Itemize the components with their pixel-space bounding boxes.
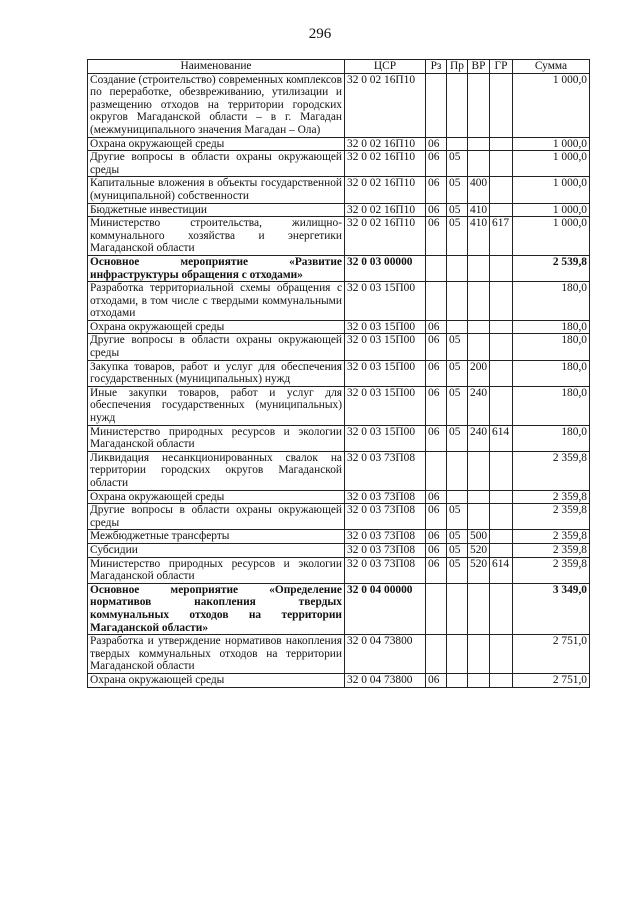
- cell-sum: 1 000,0: [513, 217, 590, 256]
- cell-sum: 2 751,0: [513, 673, 590, 687]
- table-row: [88, 137, 590, 151]
- cell-vr: [468, 282, 490, 321]
- cell-vr: 240: [468, 425, 490, 451]
- cell-name: Разработка и утверждение нормативов накопления твердых коммунальных отходов на территории Магаданской области: [88, 635, 345, 674]
- cell-gr: [490, 504, 513, 530]
- header-sum: Сумма: [513, 60, 590, 74]
- cell-name: Министерство природных ресурсов и экологии Магаданской области: [88, 425, 345, 451]
- cell-pr: [447, 583, 468, 634]
- cell-csr: 32 0 02 16П10: [345, 137, 426, 151]
- cell-pr: 05: [447, 504, 468, 530]
- cell-sum: 2 539,8: [513, 255, 590, 281]
- cell-vr: 500: [468, 530, 490, 544]
- cell-sum: 2 359,8: [513, 543, 590, 557]
- cell-pr: [447, 282, 468, 321]
- cell-name: Охрана окружающей среды: [88, 137, 345, 151]
- cell-vr: [468, 334, 490, 360]
- cell-sum: 2 359,8: [513, 530, 590, 544]
- cell-name: Субсидии: [88, 543, 345, 557]
- cell-pr: 05: [447, 334, 468, 360]
- header-vr: ВР: [468, 60, 490, 74]
- cell-gr: [490, 451, 513, 490]
- cell-vr: [468, 451, 490, 490]
- cell-csr: 32 0 03 73П08: [345, 490, 426, 504]
- header-csr: ЦСР: [345, 60, 426, 74]
- cell-gr: [490, 137, 513, 151]
- cell-pr: 05: [447, 177, 468, 203]
- cell-gr: [490, 530, 513, 544]
- cell-rz: 06: [426, 360, 447, 386]
- table-row: [88, 543, 590, 557]
- table-row: [88, 635, 590, 674]
- cell-csr: 32 0 03 73П08: [345, 451, 426, 490]
- cell-name: Другие вопросы в области охраны окружающей среды: [88, 151, 345, 177]
- header-name: Наименование: [88, 60, 345, 74]
- cell-vr: [468, 673, 490, 687]
- cell-name: Иные закупки товаров, работ и услуг для обеспечения государственных (муниципальных) нужд: [88, 386, 345, 425]
- cell-gr: 614: [490, 557, 513, 583]
- cell-vr: 400: [468, 177, 490, 203]
- cell-pr: [447, 635, 468, 674]
- cell-rz: 06: [426, 203, 447, 217]
- cell-gr: [490, 255, 513, 281]
- cell-rz: [426, 282, 447, 321]
- cell-vr: [468, 151, 490, 177]
- cell-pr: 05: [447, 530, 468, 544]
- cell-sum: 1 000,0: [513, 151, 590, 177]
- cell-csr: 32 0 03 15П00: [345, 334, 426, 360]
- cell-csr: 32 0 02 16П10: [345, 151, 426, 177]
- cell-pr: 05: [447, 543, 468, 557]
- cell-sum: 1 000,0: [513, 203, 590, 217]
- cell-pr: 05: [447, 203, 468, 217]
- cell-rz: 06: [426, 334, 447, 360]
- cell-vr: 410: [468, 217, 490, 256]
- cell-sum: 1 000,0: [513, 73, 590, 137]
- table-row: [88, 490, 590, 504]
- cell-pr: [447, 451, 468, 490]
- cell-csr: 32 0 03 15П00: [345, 320, 426, 334]
- cell-gr: [490, 386, 513, 425]
- cell-pr: 05: [447, 360, 468, 386]
- cell-sum: 180,0: [513, 360, 590, 386]
- cell-pr: 05: [447, 386, 468, 425]
- cell-rz: 06: [426, 504, 447, 530]
- table-row: [88, 673, 590, 687]
- cell-vr: 240: [468, 386, 490, 425]
- cell-name: Бюджетные инвестиции: [88, 203, 345, 217]
- cell-name: Закупка товаров, работ и услуг для обеспечения государственных (муниципальных) нужд: [88, 360, 345, 386]
- cell-rz: 06: [426, 557, 447, 583]
- cell-csr: 32 0 03 73П08: [345, 504, 426, 530]
- page-number: 296: [308, 26, 332, 42]
- cell-sum: 2 359,8: [513, 557, 590, 583]
- cell-gr: [490, 151, 513, 177]
- table-row: [88, 217, 590, 256]
- cell-name: Основное мероприятие «Развитие инфраструктуры обращения с отходами»: [88, 255, 345, 281]
- cell-csr: 32 0 03 15П00: [345, 282, 426, 321]
- table-row: [88, 203, 590, 217]
- table-row: [88, 451, 590, 490]
- cell-sum: 2 359,8: [513, 451, 590, 490]
- cell-vr: [468, 137, 490, 151]
- cell-gr: [490, 360, 513, 386]
- cell-gr: [490, 320, 513, 334]
- header-rz: Рз: [426, 60, 447, 74]
- cell-name: Охрана окружающей среды: [88, 490, 345, 504]
- cell-csr: 32 0 03 00000: [345, 255, 426, 281]
- cell-vr: [468, 504, 490, 530]
- header-gr: ГР: [490, 60, 513, 74]
- cell-vr: [468, 73, 490, 137]
- table-row: [88, 151, 590, 177]
- cell-rz: 06: [426, 151, 447, 177]
- cell-gr: [490, 203, 513, 217]
- budget-table: [87, 59, 590, 688]
- cell-name: Охрана окружающей среды: [88, 673, 345, 687]
- cell-gr: [490, 583, 513, 634]
- cell-gr: 614: [490, 425, 513, 451]
- table-row: [88, 583, 590, 634]
- cell-pr: 05: [447, 217, 468, 256]
- cell-sum: 180,0: [513, 425, 590, 451]
- table-row: [88, 425, 590, 451]
- cell-csr: 32 0 03 15П00: [345, 360, 426, 386]
- cell-csr: 32 0 03 73П08: [345, 557, 426, 583]
- cell-sum: 180,0: [513, 386, 590, 425]
- cell-csr: 32 0 02 16П10: [345, 73, 426, 137]
- cell-pr: 05: [447, 425, 468, 451]
- cell-gr: [490, 635, 513, 674]
- cell-csr: 32 0 02 16П10: [345, 177, 426, 203]
- cell-csr: 32 0 04 00000: [345, 583, 426, 634]
- cell-name: Охрана окружающей среды: [88, 320, 345, 334]
- cell-name: Ликвидация несанкционированных свалок на территории городских округов Магаданской области: [88, 451, 345, 490]
- cell-csr: 32 0 02 16П10: [345, 217, 426, 256]
- cell-csr: 32 0 04 73800: [345, 673, 426, 687]
- cell-name: Межбюджетные трансферты: [88, 530, 345, 544]
- cell-vr: [468, 635, 490, 674]
- cell-sum: 1 000,0: [513, 177, 590, 203]
- table-body: [88, 73, 590, 687]
- table-row: [88, 177, 590, 203]
- cell-pr: [447, 73, 468, 137]
- cell-rz: 06: [426, 673, 447, 687]
- cell-gr: 617: [490, 217, 513, 256]
- cell-pr: [447, 490, 468, 504]
- cell-gr: [490, 177, 513, 203]
- cell-sum: 180,0: [513, 282, 590, 321]
- cell-vr: [468, 490, 490, 504]
- cell-rz: [426, 73, 447, 137]
- table-row: [88, 386, 590, 425]
- cell-csr: 32 0 03 73П08: [345, 543, 426, 557]
- cell-pr: [447, 673, 468, 687]
- table-row: [88, 73, 590, 137]
- cell-pr: [447, 320, 468, 334]
- table-row: [88, 360, 590, 386]
- header-row: [88, 60, 590, 74]
- cell-rz: 06: [426, 543, 447, 557]
- cell-csr: 32 0 03 73П08: [345, 530, 426, 544]
- cell-gr: [490, 282, 513, 321]
- cell-sum: 3 349,0: [513, 583, 590, 634]
- cell-name: Основное мероприятие «Определение нормативов накопления твердых коммунальных отходов на территории Магаданской области»: [88, 583, 345, 634]
- cell-name: Министерство природных ресурсов и экологии Магаданской области: [88, 557, 345, 583]
- cell-rz: 06: [426, 320, 447, 334]
- cell-rz: 06: [426, 177, 447, 203]
- cell-vr: [468, 320, 490, 334]
- table-row: [88, 320, 590, 334]
- cell-name: Капитальные вложения в объекты государственной (муниципальной) собственности: [88, 177, 345, 203]
- cell-sum: 2 359,8: [513, 490, 590, 504]
- cell-vr: [468, 255, 490, 281]
- cell-csr: 32 0 02 16П10: [345, 203, 426, 217]
- cell-name: Разработка территориальной схемы обращения с отходами, в том числе с твердыми коммунальными отходами: [88, 282, 345, 321]
- cell-sum: 1 000,0: [513, 137, 590, 151]
- cell-vr: 200: [468, 360, 490, 386]
- cell-pr: 05: [447, 557, 468, 583]
- cell-name: Другие вопросы в области охраны окружающей среды: [88, 334, 345, 360]
- cell-rz: 06: [426, 217, 447, 256]
- cell-name: Министерство строительства, жилищно-коммунального хозяйства и энергетики Магаданской области: [88, 217, 345, 256]
- cell-pr: [447, 255, 468, 281]
- table-row: [88, 255, 590, 281]
- cell-gr: [490, 543, 513, 557]
- table-row: [88, 557, 590, 583]
- cell-rz: 06: [426, 490, 447, 504]
- cell-name: Другие вопросы в области охраны окружающей среды: [88, 504, 345, 530]
- table-row: [88, 282, 590, 321]
- header-pr: Пр: [447, 60, 468, 74]
- cell-pr: 05: [447, 151, 468, 177]
- cell-rz: [426, 451, 447, 490]
- cell-rz: 06: [426, 386, 447, 425]
- cell-name: Создание (строительство) современных комплексов по переработке, обезвреживанию, утилизации и размещению отходов на территории городских округов Магаданской области – в г. Магадан (межмуниципального значения Магадан – Ола): [88, 73, 345, 137]
- cell-sum: 2 751,0: [513, 635, 590, 674]
- cell-rz: [426, 635, 447, 674]
- cell-rz: [426, 583, 447, 634]
- cell-vr: 520: [468, 557, 490, 583]
- cell-gr: [490, 490, 513, 504]
- table-row: [88, 530, 590, 544]
- cell-sum: 180,0: [513, 320, 590, 334]
- cell-rz: 06: [426, 137, 447, 151]
- cell-csr: 32 0 04 73800: [345, 635, 426, 674]
- cell-gr: [490, 673, 513, 687]
- table-header: [88, 60, 590, 74]
- cell-vr: 520: [468, 543, 490, 557]
- cell-gr: [490, 73, 513, 137]
- cell-rz: 06: [426, 530, 447, 544]
- cell-csr: 32 0 03 15П00: [345, 425, 426, 451]
- table-row: [88, 504, 590, 530]
- cell-vr: [468, 583, 490, 634]
- cell-vr: 410: [468, 203, 490, 217]
- cell-sum: 180,0: [513, 334, 590, 360]
- cell-sum: 2 359,8: [513, 504, 590, 530]
- cell-gr: [490, 334, 513, 360]
- table-row: [88, 334, 590, 360]
- cell-csr: 32 0 03 15П00: [345, 386, 426, 425]
- cell-rz: [426, 255, 447, 281]
- cell-pr: [447, 137, 468, 151]
- cell-rz: 06: [426, 425, 447, 451]
